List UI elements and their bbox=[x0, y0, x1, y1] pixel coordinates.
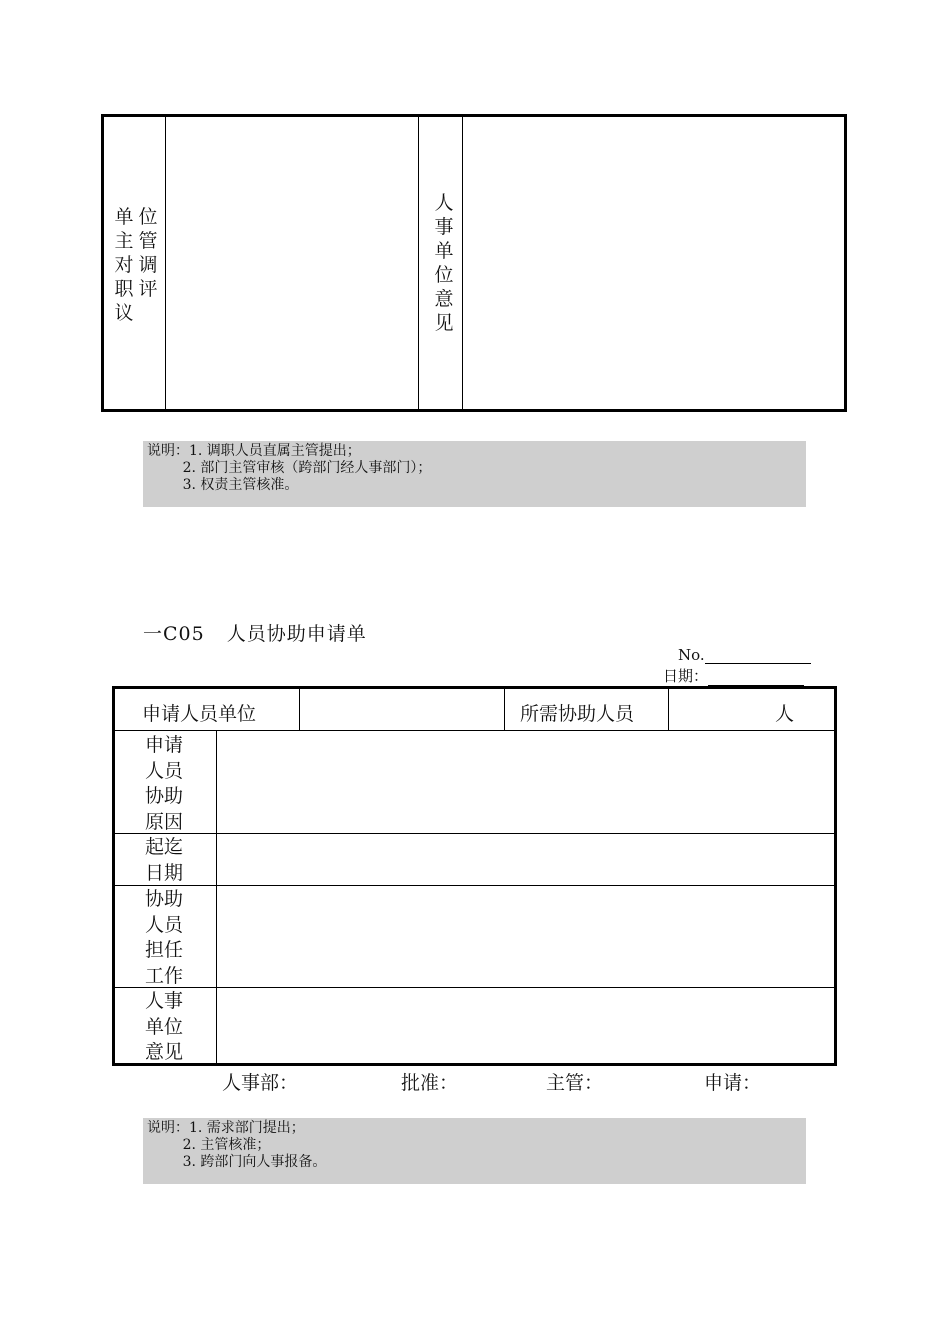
hr-opinion-label-2: 人事 单位 意见 bbox=[145, 990, 184, 1063]
column-divider bbox=[668, 689, 669, 730]
supervisor-comment-field[interactable] bbox=[168, 119, 416, 409]
date-range-label: 起迄 日期 bbox=[145, 836, 184, 884]
person-unit: 人 bbox=[775, 703, 795, 725]
instructions-note bbox=[143, 441, 806, 507]
column-divider bbox=[165, 117, 166, 409]
form-number-field[interactable] bbox=[705, 649, 811, 664]
column-divider bbox=[462, 117, 463, 409]
date-range-field[interactable] bbox=[219, 836, 833, 884]
column-divider bbox=[299, 689, 300, 730]
hr-opinion-field[interactable] bbox=[465, 119, 843, 409]
signature-hr: 人事部： bbox=[222, 1072, 299, 1094]
row-divider bbox=[115, 833, 834, 834]
note-line: 说明：1. 调职人员直属主管提出； bbox=[147, 443, 361, 459]
request-reason-field[interactable] bbox=[219, 733, 833, 831]
form-name: 人员协助申请单 bbox=[226, 623, 367, 645]
needed-staff-count-field[interactable] bbox=[671, 691, 771, 729]
column-divider bbox=[418, 117, 419, 409]
row-divider bbox=[115, 885, 834, 886]
signature-approval: 批准： bbox=[401, 1072, 459, 1094]
instructions-note-2 bbox=[143, 1118, 806, 1184]
assigned-work-label: 协助 人员 担任 工作 bbox=[145, 888, 184, 987]
needed-staff-label: 所需协助人员 bbox=[520, 703, 635, 725]
assigned-work-field[interactable] bbox=[219, 888, 833, 986]
row-divider bbox=[115, 987, 834, 988]
assistance-request-table bbox=[112, 686, 837, 1066]
signature-supervisor: 主管： bbox=[546, 1072, 604, 1094]
form-date: 日期： bbox=[663, 665, 804, 686]
hr-opinion-label: 人 事 单 位 意 见 bbox=[434, 192, 454, 334]
signature-applicant: 申请： bbox=[704, 1072, 762, 1094]
form-date-field[interactable] bbox=[708, 671, 804, 686]
form-code: 一C05 bbox=[143, 623, 205, 645]
request-reason-label: 申请 人员 协助 原因 bbox=[145, 734, 184, 833]
form-number: No. bbox=[678, 646, 811, 664]
form-title bbox=[143, 619, 367, 646]
note-line: 2. 部门主管审核（跨部门经人事部门）； bbox=[147, 460, 432, 476]
note-line: 说明：1. 需求部门提出； bbox=[147, 1120, 305, 1136]
column-divider bbox=[216, 730, 217, 1063]
applicant-unit-label: 申请人员单位 bbox=[142, 703, 257, 725]
note-line: 3. 权责主管核准。 bbox=[147, 477, 299, 493]
note-line: 2. 主管核准； bbox=[147, 1137, 271, 1153]
applicant-unit-field[interactable] bbox=[302, 691, 502, 729]
column-divider bbox=[504, 689, 505, 730]
note-line: 3. 跨部门向人事报备。 bbox=[147, 1154, 327, 1170]
supervisor-comment-label: 单 位 主 管 对 调 职 评 议 bbox=[114, 206, 158, 324]
hr-opinion-field-2[interactable] bbox=[219, 990, 833, 1062]
transfer-review-table bbox=[101, 114, 847, 412]
row-divider bbox=[115, 730, 834, 731]
